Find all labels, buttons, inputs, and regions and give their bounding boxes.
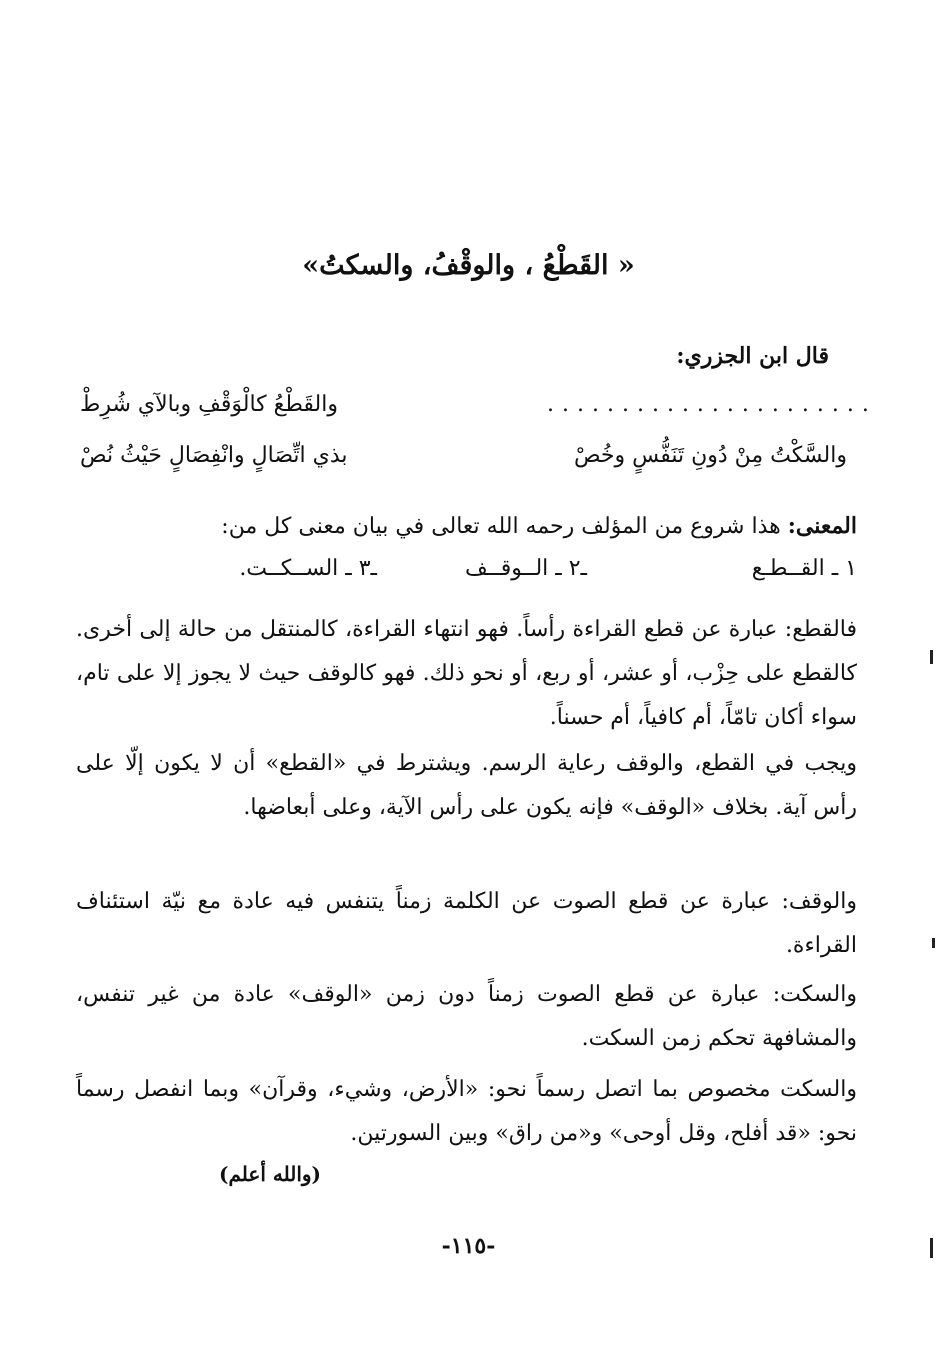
paragraph-sakt: والسكت: عبارة عن قطع الصوت زمناً دون زمن «الوقف» عادة من غير تنفس، والمشافهة تحكم زمن السكت. [76, 982, 857, 1051]
paragraph-waqf: والوقف: عبارة عن قطع الصوت عن الكلمة زمناً يتنفس فيه عادة مع نيّة استئناف القراءة. [76, 889, 857, 958]
paragraph-sakt-examples: والسكت مخصوص بما اتصل رسماً نحو: «الأرض، وشيء، وقرآن» وبما انفصل رسماً نحو: «قد أفلح، وقل أوحى» و«من راق» وبين السورتين. [76, 1077, 857, 1146]
enum-item-stopping: ـ٢ ـ الــوقــف [465, 556, 587, 581]
verse-2-second-hemistich: بذي اتِّصَالٍ وانْفِصَالٍ حَيْثُ نُصْ [80, 443, 348, 468]
enum-item-cutting: ١ ـ القــطـع [751, 556, 857, 581]
meaning-label: المعنى: [787, 513, 857, 539]
quote-heading: قال ابن الجزري: [676, 343, 829, 369]
enum-item-pausing: ـ٣ ـ الســكــت. [239, 556, 377, 581]
verse-1-ellipsis: ...................... [547, 392, 877, 417]
verse-2-first-hemistich: والسَّكْتُ مِنْ دُونِ تَنَفُّسٍ وخُصْ [573, 443, 847, 468]
verse-line-2 [80, 443, 847, 487]
paragraph-qat: فالقطع: عبارة عن قطع القراءة رأساً. فهو انتهاء القراءة، كالمنتقل من حالة إلى أخرى. كالقطع على حِزْب، أو عشر، أو ربع، أو نحو ذلك. فهو كالوقف حيث لا يجوز إلا على تام، سواء أكان تامّاً، أم كافياً، أم حسناً. [76, 617, 857, 730]
verse-1-hemistich: والقَطْعُ كالْوَقْفِ وبالآي شُرِطْ [80, 392, 338, 417]
page-title: « القَطْعُ ، والوقْفُ، والسكتُ» [302, 250, 635, 281]
scan-mark-2 [932, 938, 935, 948]
meaning-paragraph [76, 504, 857, 549]
verse-line-1 [80, 392, 877, 436]
scan-mark-1 [930, 650, 933, 664]
page-number: -١١٥- [441, 1233, 496, 1259]
paragraph-rasm: ويجب في القطع، والوقف رعاية الرسم. ويشترط في «القطع» أن لا يكون إلّا على رأس آية. بخلاف «الوقف» فإنه يكون على رأس الآية، وعلى أبعاضها. [76, 751, 857, 820]
enumeration-list [150, 556, 857, 600]
meaning-text: هذا شروع من المؤلف رحمه الله تعالى في بيان معنى كل من: [221, 514, 781, 539]
closing-phrase: (والله أعلم) [219, 1162, 321, 1186]
scan-mark-3 [930, 1238, 933, 1258]
